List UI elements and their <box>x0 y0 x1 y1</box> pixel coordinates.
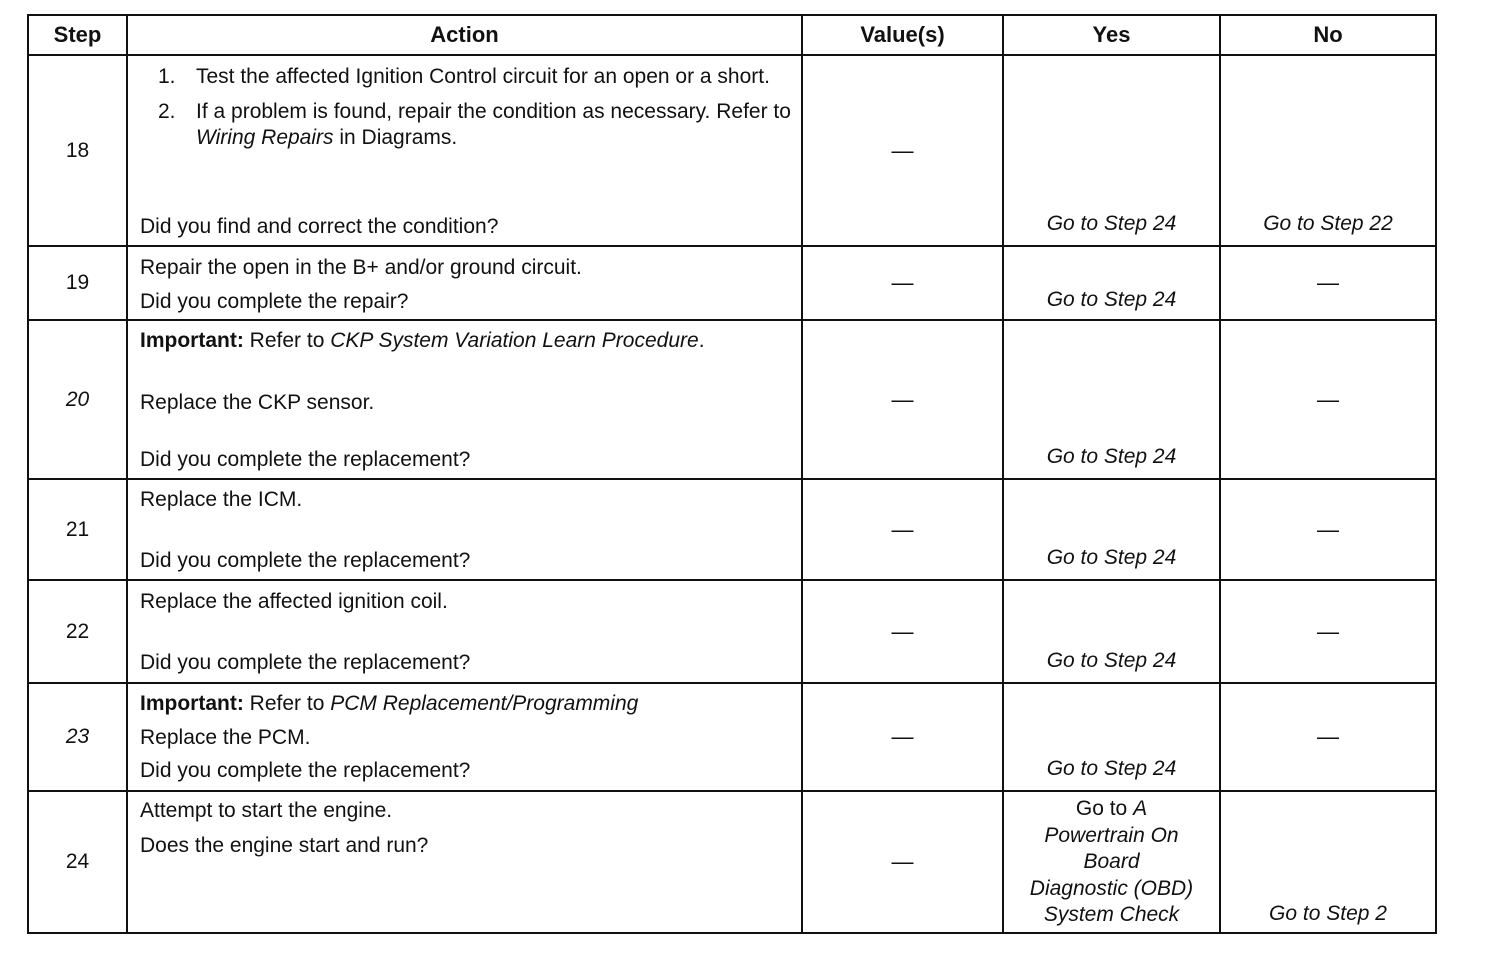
action-question: Did you find and correct the condition? <box>140 215 499 238</box>
table-row-step-19 <box>29 247 1435 321</box>
yes-result: Go to Step 24 <box>1046 445 1177 468</box>
table-row-step-23 <box>29 684 1435 792</box>
step-number: 24 <box>65 850 90 873</box>
value-dash: — <box>891 137 914 163</box>
pcm-programming-reference: PCM Replacement/Programming <box>330 692 639 715</box>
yes-result: Go to Step 24 <box>1046 649 1177 672</box>
action-text: Replace the CKP sensor. <box>140 391 375 414</box>
action-cell <box>128 247 803 319</box>
action-question: Did you complete the replacement? <box>140 759 471 782</box>
value-dash: — <box>891 724 914 749</box>
header-step: Step <box>29 16 128 54</box>
action-question: Does the engine start and run? <box>140 834 429 857</box>
action-text: Replace the ICM. <box>140 488 303 511</box>
table-row-step-18 <box>29 56 1435 247</box>
no-dash: — <box>1317 386 1339 412</box>
list-item: 2. If a problem is found, repair the condition as necessary. Refer to Wiring Repairs in Diagrams. <box>158 100 791 149</box>
important-label: Important: <box>140 692 244 715</box>
value-dash: — <box>891 386 914 412</box>
no-result: Go to Step 22 <box>1263 212 1393 235</box>
header-no: No <box>1313 22 1343 47</box>
table-header-row <box>29 16 1435 56</box>
important-note: Important: Refer to CKP System Variation Learn Procedure. <box>140 329 705 352</box>
value-dash: — <box>891 516 914 542</box>
action-text: Replace the PCM. <box>140 726 311 749</box>
action-question: Did you complete the repair? <box>140 290 409 313</box>
value-dash: — <box>891 270 914 295</box>
action-text: Repair the open in the B+ and/or ground circuit. <box>140 256 582 279</box>
step-number: 18 <box>65 138 90 162</box>
table-row-step-21 <box>29 480 1435 581</box>
value-dash: — <box>891 849 914 874</box>
action-question: Did you complete the replacement? <box>140 549 471 572</box>
action-text: Replace the affected ignition coil. <box>140 590 448 613</box>
yes-result: Go to Step 24 <box>1046 757 1177 780</box>
action-cell <box>128 321 803 478</box>
table-row-step-24 <box>29 792 1435 932</box>
action-text: Attempt to start the engine. <box>140 799 393 822</box>
yes-result: Go to Step 24 <box>1046 288 1177 311</box>
no-dash: — <box>1317 516 1339 542</box>
no-result: Go to Step 2 <box>1269 902 1387 925</box>
action-steps-list <box>158 64 791 160</box>
step-number: 20 <box>65 387 90 411</box>
step-number: 19 <box>65 271 90 294</box>
header-action: Action <box>128 16 803 54</box>
no-dash: — <box>1317 724 1339 749</box>
yes-result-obd-check: Go to A Powertrain On Board Diagnostic (OBD) System Check <box>1029 797 1194 926</box>
no-dash: — <box>1317 270 1339 295</box>
action-cell <box>128 581 803 682</box>
important-label: Important: <box>140 329 244 352</box>
step-number: 23 <box>65 725 90 748</box>
yes-result: Go to Step 24 <box>1046 546 1177 569</box>
diagnostic-table <box>27 14 1437 934</box>
table-row-step-20 <box>29 321 1435 480</box>
no-dash: — <box>1317 618 1339 644</box>
action-question: Did you complete the replacement? <box>140 651 471 674</box>
ckp-learn-procedure-reference: CKP System Variation Learn Procedure <box>330 329 699 352</box>
action-cell <box>128 684 803 790</box>
action-cell <box>128 480 803 579</box>
step-number: 22 <box>65 619 90 643</box>
header-yes: Yes <box>1004 16 1221 54</box>
list-item: 1. Test the affected Ignition Control circuit for an open or a short. <box>158 65 770 88</box>
important-note: Important: Refer to PCM Replacement/Programming <box>140 692 639 715</box>
action-question: Did you complete the replacement? <box>140 448 471 471</box>
step-number: 21 <box>65 517 90 541</box>
yes-result: Go to Step 24 <box>1046 212 1177 235</box>
action-cell <box>128 56 803 245</box>
header-values: Value(s) <box>803 16 1004 54</box>
value-dash: — <box>891 618 914 644</box>
table-row-step-22 <box>29 581 1435 684</box>
action-cell <box>128 792 803 932</box>
wiring-repairs-reference: Wiring Repairs <box>196 126 334 149</box>
